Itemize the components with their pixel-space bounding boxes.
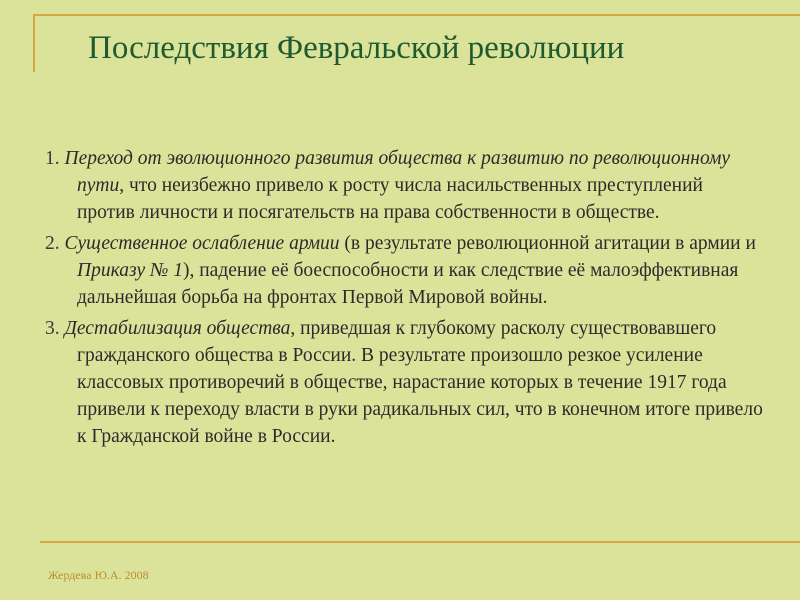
item-emphasis: Дестабилизация общества <box>64 318 291 339</box>
item-text: , что неизбежно привело к росту числа насильственных преступлений против личности и посягательств на права собственности в обществе. <box>77 175 703 223</box>
bottom-accent-line <box>40 541 800 543</box>
left-accent-line <box>33 14 35 72</box>
slide-title: Последствия Февральской революции <box>88 30 625 66</box>
item-emphasis: Существенное ослабление армии <box>64 233 340 254</box>
item-number: 2. <box>45 233 60 254</box>
item-emphasis: Переход от эволюционного развития общества к развитию по революционному пути <box>64 148 731 196</box>
footer-author: Жердева Ю.А. 2008 <box>48 568 149 582</box>
item-number: 1. <box>45 148 60 169</box>
item-emphasis-order: Приказу № 1 <box>77 260 183 281</box>
slide-body <box>45 145 765 454</box>
item-text: (в результате революционной агитации в армии и <box>339 233 756 254</box>
list-item-2 <box>45 230 765 311</box>
item-text: , приведшая к глубокому расколу существовавшего гражданского общества в России. В результате произошло резкое усиление классовых противоречий в обществе, нарастание которых в течение 1917 года привели к переходу власти в руки радикальных сил, что в конечном итоге привело к Гражданской войне в России. <box>77 318 763 447</box>
list-item-3 <box>45 315 765 450</box>
item-number: 3. <box>45 318 60 339</box>
item-text: ), падение её боеспособности и как следствие её малоэффективная дальнейшая борьба на фронтах Первой Мировой войны. <box>77 260 739 308</box>
list-item-1 <box>45 145 765 226</box>
top-accent-line <box>33 14 800 16</box>
